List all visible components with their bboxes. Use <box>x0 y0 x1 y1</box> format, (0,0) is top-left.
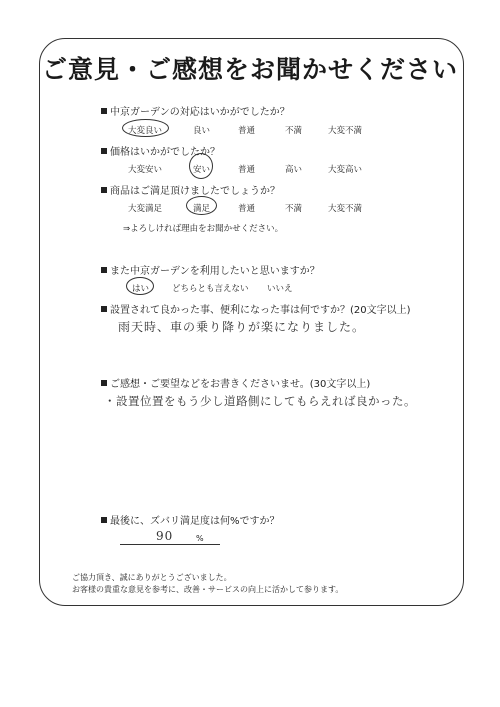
footer-thanks: ご協力頂き、誠にありがとうございました。 <box>72 573 232 582</box>
q1-option-2[interactable]: 良い <box>193 126 211 136</box>
question-6 <box>101 375 370 390</box>
satisfaction-value: 90 <box>156 529 174 543</box>
q6-handwritten-answer: ・設置位置をもう少し道路側にしてもらえれば良かった。 <box>104 394 416 408</box>
square-bullet-icon <box>101 517 107 523</box>
q3-selected-circle <box>186 196 217 215</box>
square-bullet-icon <box>101 267 107 273</box>
q5-handwritten-answer: 雨天時、車の乗り降りが楽になりました。 <box>118 320 366 334</box>
question-7-label: 最後に、ズバリ満足度は何%ですか？ <box>110 516 280 527</box>
square-bullet-icon <box>101 187 107 193</box>
satisfaction-unit: % <box>196 534 204 543</box>
q1-option-4[interactable]: 不満 <box>285 126 303 136</box>
satisfaction-underline <box>120 544 220 545</box>
q1-selected-circle <box>122 119 169 137</box>
question-6-label: ご感想・ご要望などをお書きくださいませ。(30文字以上) <box>110 379 371 390</box>
question-5 <box>101 301 411 316</box>
q3-option-5[interactable]: 大変不満 <box>328 204 363 214</box>
question-3-label: 商品はご満足頂けましたでしょうか？ <box>110 186 280 197</box>
question-1-label: 中京ガーデンの対応はいかがでしたか？ <box>110 107 290 118</box>
square-bullet-icon <box>101 380 107 386</box>
q3-option-3[interactable]: 普通 <box>238 204 256 214</box>
q4-option-2[interactable]: どちらとも言えない <box>172 284 249 294</box>
q2-selected-circle <box>189 153 213 179</box>
q3-option-1[interactable]: 大変満足 <box>128 204 163 214</box>
question-5-label: 設置されて良かった事、便利になった事は何ですか？(20文字以上) <box>110 305 411 316</box>
q4-selected-circle <box>126 277 154 295</box>
q1-option-5[interactable]: 大変不満 <box>328 126 363 136</box>
question-2-label: 価格はいかがでしたか？ <box>110 147 220 158</box>
square-bullet-icon <box>101 108 107 114</box>
question-7 <box>101 512 280 527</box>
question-4-label: また中京ガーデンを利用したいと思いますか？ <box>110 266 320 277</box>
q3-reason-note: ⇒よろしければ理由をお聞かせください。 <box>123 224 284 234</box>
q3-option-4[interactable]: 不満 <box>285 204 303 214</box>
q1-option-3[interactable]: 普通 <box>238 126 256 136</box>
square-bullet-icon <box>101 148 107 154</box>
q2-option-4[interactable]: 高い <box>285 165 303 175</box>
question-4 <box>101 262 320 277</box>
q2-option-5[interactable]: 大変高い <box>328 165 363 175</box>
square-bullet-icon <box>101 306 107 312</box>
question-1 <box>101 103 290 118</box>
q2-option-1[interactable]: 大変安い <box>128 165 163 175</box>
question-3 <box>101 182 280 197</box>
q2-option-3[interactable]: 普通 <box>238 165 256 175</box>
q3-option-2[interactable]: 満足 <box>193 204 211 214</box>
q1-option-1[interactable]: 大変良い <box>128 126 163 136</box>
q4-option-1[interactable]: はい <box>132 284 150 294</box>
page-title: ご意見・ご感想をお聞かせください <box>41 55 458 84</box>
q2-option-2[interactable]: 安い <box>193 165 211 175</box>
q4-option-3[interactable]: いいえ <box>267 284 293 294</box>
footer-note: お客様の貴重な意見を参考に、改善・サービスの向上に活かして参ります。 <box>72 585 344 594</box>
